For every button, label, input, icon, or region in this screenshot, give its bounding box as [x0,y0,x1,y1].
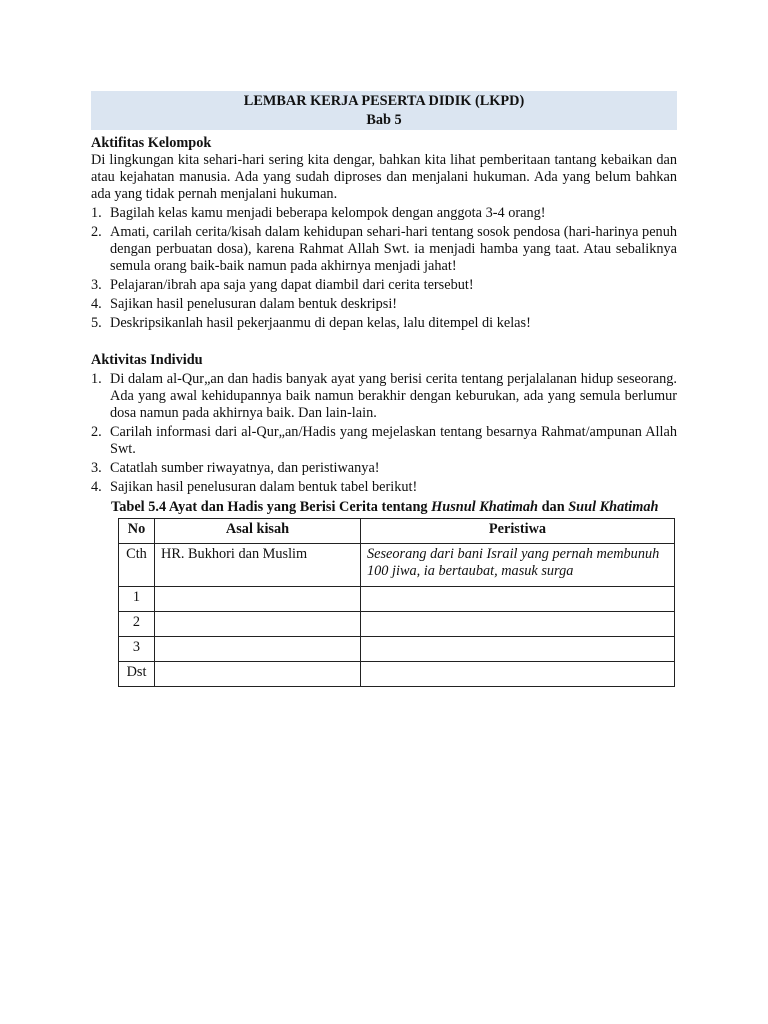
table-row-example [119,544,675,587]
group-activity-intro: Di lingkungan kita sehari-hari sering kita dengar, bahkan kita lihat pemberitaan tantang kebaikan dan atau kejahatan manusia. Ada yang sudah diproses dan menjalani hukuman. Ada yang belum bahkan ada yang tidak pernah menjalani hukuman. [91,152,677,202]
list-item [91,277,677,294]
cell-no: Cth [119,544,155,587]
list-text: Pelajaran/ibrah apa saja yang dapat diambil dari cerita tersebut! [110,277,474,293]
list-number: 3. [91,277,102,293]
caption-term-suul: Suul Khatimah [568,499,659,515]
list-text: Deskripsikanlah hasil pekerjaanmu di depan kelas, lalu ditempel di kelas! [110,315,531,331]
list-number: 4. [91,479,102,495]
table-row [119,662,675,687]
header-asal-kisah: Asal kisah [155,519,361,544]
cell-peristiwa[interactable] [361,662,675,687]
individual-activity-list [91,371,677,496]
caption-text: Tabel 5.4 Ayat dan Hadis yang Berisi Cerita tentang [111,499,432,515]
list-number: 4. [91,296,102,312]
cell-peristiwa[interactable] [361,612,675,637]
list-number: 2. [91,224,102,240]
list-text: Di dalam al-Qur„an dan hadis banyak ayat yang berisi cerita tentang perjalalanan hidup seseorang. Ada yang awal kehidupannya baik namun berakhir dengan keburukan, ada yang semula berlumur dosa namun pada akhirnya baik. Dan lain-lain. [110,371,677,421]
list-text: Catatlah sumber riwayatnya, dan peristiwanya! [110,460,380,476]
story-table [118,518,675,687]
header-peristiwa: Peristiwa [361,519,675,544]
list-number: 1. [91,205,102,221]
example-peristiwa-text: Seseorang dari bani Israil yang pernah membunuh 100 jiwa, ia bertaubat, masuk surga [367,546,660,579]
list-number: 2. [91,424,102,440]
group-activity-heading: Aktifitas Kelompok [91,135,212,151]
list-number: 1. [91,371,102,387]
chapter-label: Bab 5 [366,111,402,128]
table-header-row [119,519,675,544]
cell-asal[interactable] [155,662,361,687]
list-item [91,315,677,332]
worksheet-page [91,91,677,687]
caption-text: dan [538,499,569,515]
cell-peristiwa[interactable] [361,587,675,612]
cell-asal[interactable] [155,587,361,612]
cell-no: Dst [119,662,155,687]
caption-term-husnul: Husnul Khatimah [431,499,539,515]
cell-no: 3 [119,637,155,662]
list-item [91,205,677,222]
list-text: Sajikan hasil penelusuran dalam bentuk tabel berikut! [110,479,418,495]
page-title: LEMBAR KERJA PESERTA DIDIK (LKPD) [243,93,525,109]
list-number: 5. [91,315,102,331]
cell-no: 1 [119,587,155,612]
list-item [91,371,677,422]
table-row [119,637,675,662]
cell-asal[interactable] [155,612,361,637]
list-text: Carilah informasi dari al-Qur„an/Hadis yang mejelaskan tentang besarnya Rahmat/ampunan Allah Swt. [110,424,677,457]
cell-peristiwa[interactable] [361,637,675,662]
list-text: Bagilah kelas kamu menjadi beberapa kelompok dengan anggota 3-4 orang! [110,205,546,221]
group-activity-list [91,205,677,332]
cell-asal: HR. Bukhori dan Muslim [155,544,361,587]
cell-no: 2 [119,612,155,637]
list-text: Amati, carilah cerita/kisah dalam kehidupan sehari-hari tentang sosok pendosa (hari-harinya penuh dengan perbuatan dosa), karena Rahmat Allah Swt. ia menjadi hamba yang taat. Atau sebaliknya semula orang baik-baik namun pada akhirnya menjadi jahat! [110,224,677,274]
cell-asal[interactable] [155,637,361,662]
list-text: Sajikan hasil penelusuran dalam bentuk deskripsi! [110,296,398,312]
title-banner [91,91,677,130]
list-item [91,460,677,477]
list-item [91,424,677,458]
list-item [91,224,677,275]
table-row [119,612,675,637]
cell-peristiwa [361,544,675,587]
header-no: No [119,519,155,544]
table-caption [111,499,677,516]
list-number: 3. [91,460,102,476]
list-item [91,479,677,496]
table-row [119,587,675,612]
individual-activity-heading: Aktivitas Individu [91,352,203,368]
list-item [91,296,677,313]
